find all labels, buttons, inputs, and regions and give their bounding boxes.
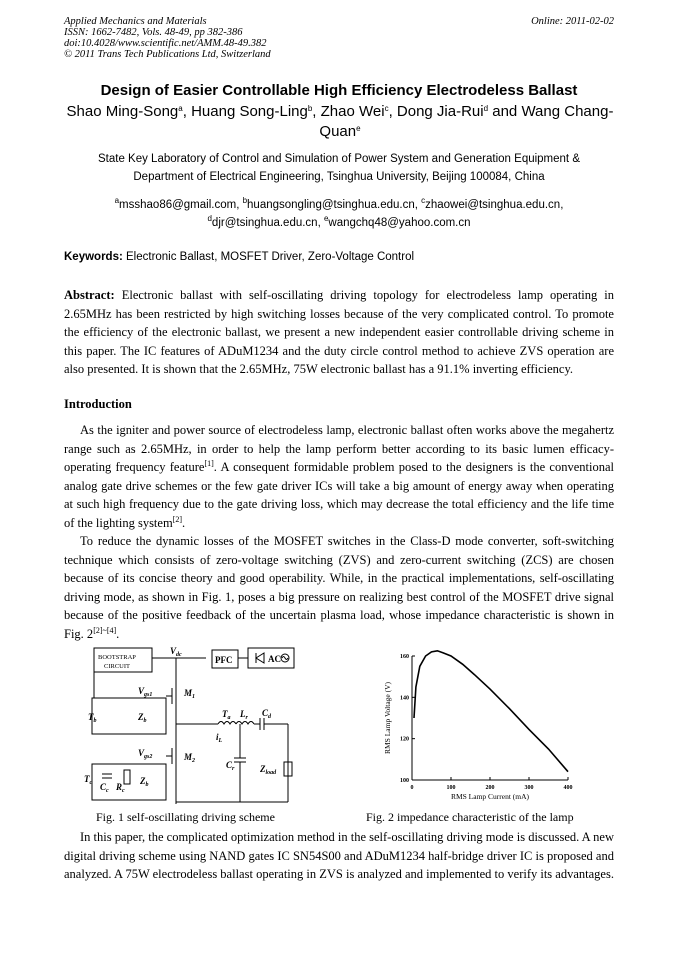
x-axis-label: RMS Lamp Current (mA) bbox=[450, 792, 530, 801]
circuit-diagram bbox=[84, 644, 310, 810]
author-mark: a bbox=[178, 104, 183, 113]
sine-icon bbox=[282, 657, 288, 660]
ac-label: AC bbox=[268, 654, 281, 664]
email-list: $^a$msshao86@gmail.com, $^b$huangsongling@tsinghua.edu.cn, $^c$zhaowei@tsinghua.edu.cn, $^d$djr@tsinghua.edu.cn, $^e$wangchq48@yahoo.com.cn bbox=[114, 196, 564, 229]
email-link[interactable]: djr@tsinghua.edu.cn bbox=[211, 217, 318, 229]
abstract-label: Abstract: bbox=[64, 288, 115, 302]
citation: [2]~[4] bbox=[93, 625, 117, 635]
citation: [1] bbox=[204, 459, 214, 468]
paragraph-text: . bbox=[116, 626, 120, 641]
bootstrap-label: BOOTSTRAP bbox=[98, 654, 136, 661]
x-tick-label: 400 bbox=[563, 785, 573, 791]
il-label: $i_L$ bbox=[216, 732, 223, 744]
author-name: Dong Jia-Rui bbox=[396, 103, 484, 120]
affiliation-line: State Key Laboratory of Control and Simulation of Power System and Generation Equipment & bbox=[98, 153, 580, 165]
email-mark: a bbox=[114, 196, 120, 205]
issn: ISSN: 1662-7482, Vols. 48-49, pp 382-386 bbox=[64, 27, 243, 38]
email-link[interactable]: msshao86@gmail.com bbox=[119, 199, 237, 211]
transformer-ta bbox=[218, 722, 236, 725]
separator: , bbox=[388, 103, 397, 120]
email-mark: d bbox=[207, 214, 212, 223]
paragraph-text: To reduce the dynamic losses of the MOSFET switches in the Class-D mode converter, soft-switching technique which consists of zero-voltage switching (ZVS) and zero-current switching (ZCS) are chosen because of its concise theory and good operability. While, in the practical implementations, self-oscillating driving mode, as shown in Fig. 1, poses a big pressure on realizing best control of the MOSFET drive signal because of the positive feedback of the uncertain plasma load, whose impedance characteristic is shown in Fig. 2 bbox=[64, 534, 614, 641]
separator: , bbox=[182, 103, 192, 120]
email-mark: c bbox=[421, 196, 426, 205]
tb-label: $T_b$ bbox=[88, 712, 97, 724]
vdc-label: $V_{dc}$ bbox=[170, 646, 182, 658]
author-name: Wang Chang-Quan bbox=[319, 103, 614, 140]
affiliation-line: Department of Electrical Engineering, Tsinghua University, Beijing 100084, China bbox=[133, 171, 545, 183]
intro-paragraph-2 bbox=[64, 532, 614, 643]
zb2-label: $Z_b$ bbox=[140, 776, 149, 788]
copyright: © 2011 Trans Tech Publications Ltd, Switzerland bbox=[64, 49, 271, 60]
bootstrap-label: CIRCUIT bbox=[104, 663, 130, 670]
cr-label: $C_r$ bbox=[226, 760, 235, 772]
y-tick-label: 100 bbox=[400, 778, 409, 784]
intro-paragraph-3: In this paper, the complicated optimization method in the self-oscillating driving mode is discussed. A new digital driving scheme using NAND gates IC SN54S00 and ADuM1234 half-bridge driver IC is proposed and analyzed. A 75W electrodeless ballast operating in ZVS is analyzed and implemented to verify its advantages. bbox=[64, 830, 614, 881]
m2-label: $M_2$ bbox=[184, 752, 196, 764]
abstract-text: Electronic ballast with self-oscillating driving topology for electrodeless lamp operating in 2.65MHz has been restricted by high switching losses because of the very complicated control. To promote the efficiency of the electronic ballast, we present a new independent easier controllable driving scheme in this paper. The IC features of ADuM1234 and the duty circle control method to achieve ZVS operation are also presented. It is shown that the 2.65MHz, 75W electronic ballast has a 91.1% inverting efficiency. bbox=[64, 288, 615, 376]
keywords-label: Keywords: bbox=[64, 251, 123, 263]
cc-label: $C_c$ bbox=[100, 782, 109, 794]
section-heading: Introduction bbox=[64, 397, 132, 411]
affiliation bbox=[64, 150, 614, 186]
ta-label: $T_a$ bbox=[222, 709, 231, 721]
pfc-label: PFC bbox=[215, 655, 233, 665]
separator: , bbox=[312, 103, 321, 120]
paragraph-text: . bbox=[182, 515, 186, 530]
figure-2-caption: Fig. 2 impedance characteristic of the lamp bbox=[366, 810, 574, 824]
rc-label: $R_c$ bbox=[116, 782, 125, 794]
author-name: Zhao Wei bbox=[320, 103, 385, 120]
lr-label: $L_r$ bbox=[240, 709, 248, 721]
y-tick-label: 160 bbox=[400, 654, 409, 660]
online-date: Online: 2011-02-02 bbox=[531, 16, 614, 27]
keywords bbox=[64, 251, 414, 263]
vgs1-label: $V_{gs1}$ bbox=[138, 686, 153, 698]
citation: [2] bbox=[172, 514, 183, 524]
tc-label: $T_c$ bbox=[84, 774, 93, 786]
inductor-lr bbox=[236, 722, 254, 725]
author-name: Huang Song-Ling bbox=[191, 103, 308, 120]
author-mark: d bbox=[483, 104, 489, 113]
email-link[interactable]: huangsongling@tsinghua.edu.cn bbox=[247, 199, 415, 211]
paragraph-text: . A consequent formidable problem posed to the designers is the conventional analog gate drive schemes or the few gate driver ICs will take a big amount of energy away when operating at such high frequency due to the gate driving loss, which may decrease the total efficiency and the life time of the lighting system bbox=[64, 460, 614, 530]
paper-title: Design of Easier Controllable High Efficiency Electrodeless Ballast bbox=[100, 82, 578, 99]
author-mark: e bbox=[356, 124, 361, 133]
resistor-rc bbox=[124, 770, 130, 784]
doi: doi:10.4028/www.scientific.net/AMM.48-49.382 bbox=[64, 38, 267, 49]
email-link[interactable]: wangchq48@yahoo.com.cn bbox=[328, 217, 471, 229]
gate-loop-1 bbox=[92, 698, 166, 734]
x-tick-label: 200 bbox=[485, 785, 495, 791]
m1-label: $M_1$ bbox=[184, 688, 196, 700]
y-tick-label: 140 bbox=[400, 695, 409, 702]
x-tick-label: 300 bbox=[524, 785, 534, 791]
separator: and bbox=[488, 103, 522, 120]
impedance-curve bbox=[414, 651, 568, 772]
paragraph-text: As the igniter and power source of electrodeless lamp, electronic ballast often works above the megahertz range such as 2.65MHz, in order to help the lamp perform better according to its basic lumen efficacy-operating frequency feature bbox=[64, 423, 614, 474]
impedance-chart bbox=[378, 646, 578, 804]
abstract bbox=[64, 286, 614, 379]
cd-label: $C_d$ bbox=[262, 708, 272, 720]
author-name: Shao Ming-Song bbox=[66, 103, 179, 120]
y-axis-label: RMS Lamp Voltage (V) bbox=[383, 681, 392, 755]
author-mark: b bbox=[307, 104, 313, 113]
email-mark: b bbox=[242, 196, 248, 205]
intro-paragraph-1 bbox=[64, 421, 614, 532]
author-list bbox=[60, 102, 620, 142]
keywords-text: Electronic Ballast, MOSFET Driver, Zero-Voltage Control bbox=[126, 251, 415, 263]
figure-1-caption: Fig. 1 self-oscillating driving scheme bbox=[96, 810, 275, 824]
diode-icon bbox=[256, 653, 264, 663]
email-link[interactable]: zhaowei@tsinghua.edu.cn bbox=[425, 199, 561, 211]
vgs2-label: $V_{gs2}$ bbox=[138, 748, 153, 760]
x-tick-label: 100 bbox=[446, 785, 456, 791]
header-block bbox=[64, 16, 271, 60]
y-tick-label: 120 bbox=[400, 736, 409, 743]
email-mark: e bbox=[323, 214, 329, 223]
zb1-label: $Z_b$ bbox=[138, 712, 147, 724]
journal-name: Applied Mechanics and Materials bbox=[64, 16, 207, 27]
author-mark: c bbox=[384, 104, 389, 113]
zload-label: $Z_{load}$ bbox=[260, 764, 277, 776]
x-tick-label: 0 bbox=[410, 785, 414, 791]
